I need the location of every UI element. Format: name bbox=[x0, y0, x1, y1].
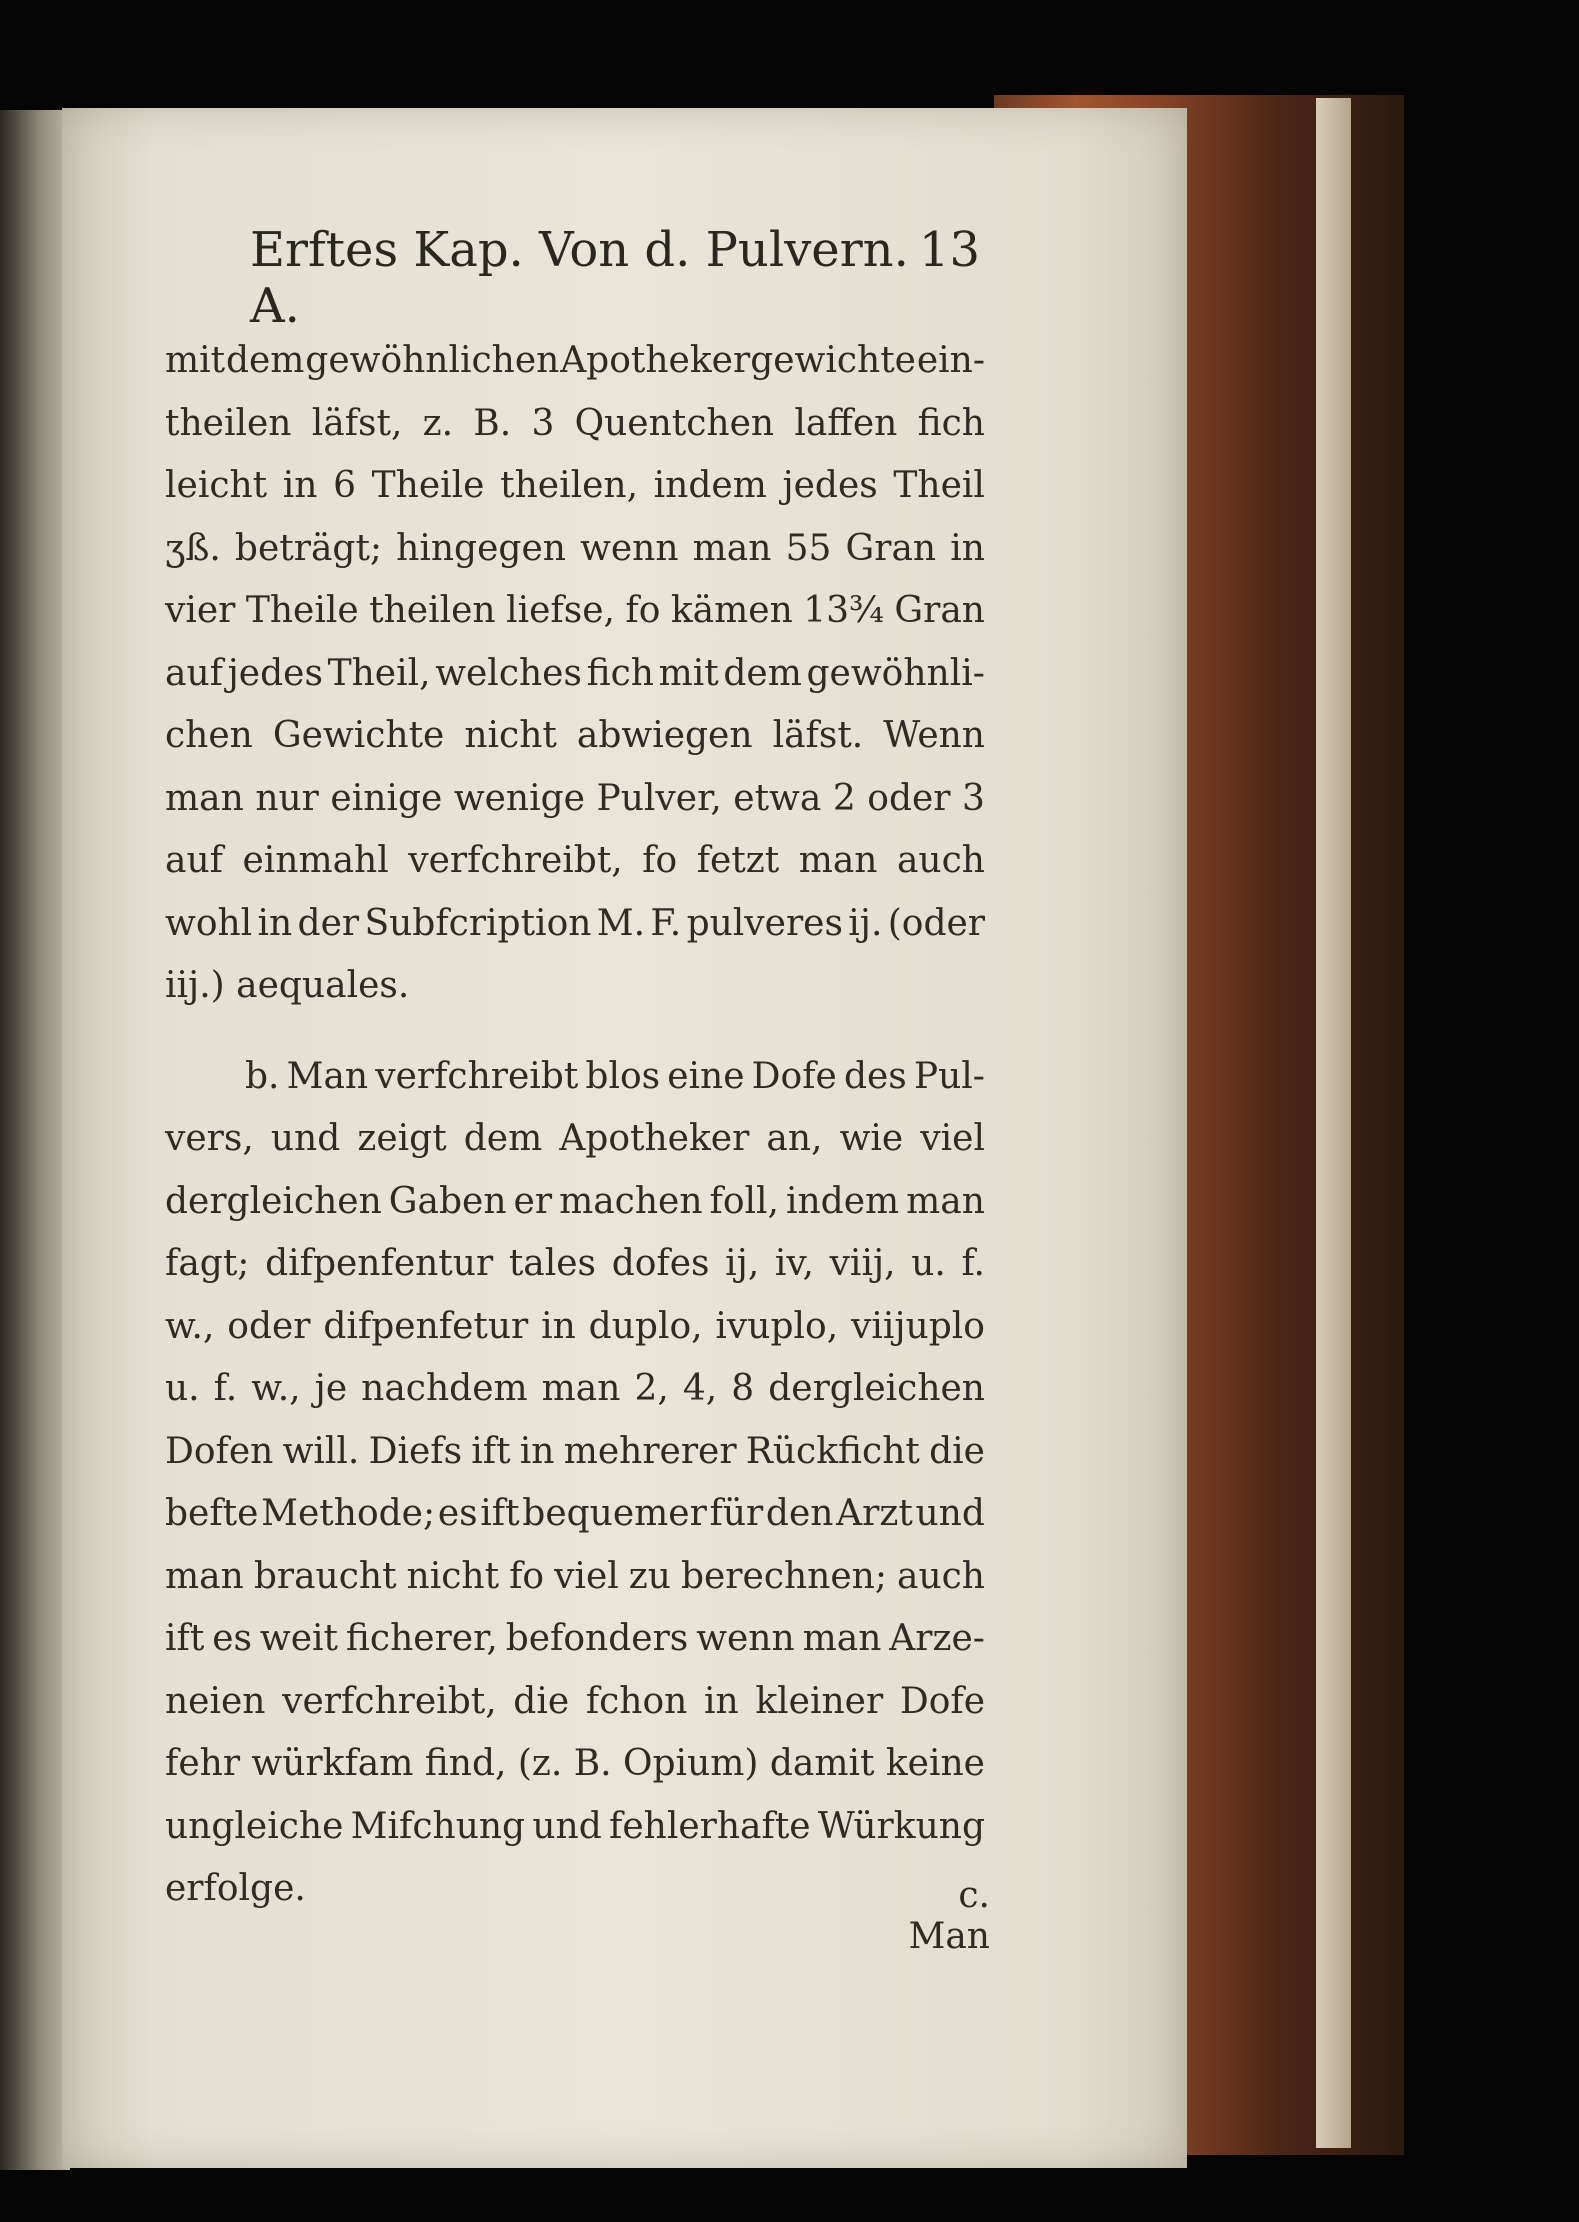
word: man bbox=[906, 1180, 985, 1222]
word: läfst, bbox=[311, 402, 403, 444]
word: (z. bbox=[517, 1743, 563, 1784]
word: jedes bbox=[227, 652, 323, 694]
word: ift bbox=[471, 1430, 511, 1472]
word: 8 bbox=[731, 1368, 755, 1409]
word: einmahl bbox=[242, 840, 389, 881]
word: fich bbox=[586, 652, 654, 694]
word: verfchreibt, bbox=[408, 840, 623, 881]
word: ficherer, bbox=[345, 1618, 498, 1659]
word: vier bbox=[165, 590, 236, 631]
text-line bbox=[165, 1608, 985, 1671]
word: theilen bbox=[369, 590, 496, 631]
word: etwa bbox=[733, 777, 822, 819]
word: Opium) bbox=[623, 1743, 759, 1784]
word: braucht bbox=[253, 1555, 397, 1597]
word: fehr bbox=[165, 1743, 241, 1784]
word: es bbox=[437, 1493, 478, 1534]
text-line bbox=[165, 1171, 985, 1234]
text-line bbox=[165, 1046, 985, 1109]
word: liefse, bbox=[506, 590, 615, 631]
word: Theile bbox=[371, 465, 485, 506]
word: ungleiche bbox=[165, 1805, 344, 1847]
word: dem bbox=[723, 652, 802, 694]
word: an, bbox=[766, 1118, 823, 1159]
word: welches bbox=[435, 652, 582, 694]
word: ʒß. bbox=[165, 527, 221, 569]
word: auch bbox=[896, 840, 985, 881]
word: theilen, bbox=[500, 465, 639, 506]
word: man bbox=[165, 1555, 244, 1597]
word: ift bbox=[480, 1493, 520, 1534]
word: indem bbox=[785, 1180, 900, 1222]
word: neien bbox=[165, 1680, 266, 1722]
word: laffen bbox=[794, 402, 898, 444]
word: Gaben bbox=[388, 1180, 507, 1222]
text-line bbox=[165, 518, 985, 581]
word: gewöhnlichen bbox=[305, 340, 560, 381]
word: Theil bbox=[893, 465, 985, 506]
word: Pulver, bbox=[596, 777, 722, 819]
word: viij, bbox=[829, 1243, 896, 1284]
word: F. bbox=[650, 902, 682, 944]
word: difpenfentur bbox=[265, 1243, 494, 1284]
left-page-edge bbox=[0, 110, 70, 2170]
word: M. bbox=[596, 902, 646, 944]
word: fagt; bbox=[165, 1243, 250, 1284]
word: B. bbox=[573, 1743, 612, 1784]
word: in bbox=[282, 465, 318, 506]
word: ij. bbox=[848, 902, 883, 944]
word: Apothekergewichte bbox=[560, 340, 916, 381]
text-line bbox=[165, 1421, 985, 1484]
text-line bbox=[165, 643, 985, 706]
word: für bbox=[709, 1493, 764, 1534]
text-line bbox=[165, 1296, 985, 1359]
word: und bbox=[270, 1118, 341, 1159]
word: 3 bbox=[531, 402, 555, 444]
word: find, bbox=[424, 1743, 507, 1784]
word: der bbox=[297, 902, 360, 944]
word: tales bbox=[508, 1243, 597, 1284]
word: die bbox=[513, 1680, 570, 1722]
word: in bbox=[703, 1680, 739, 1722]
word: fchon bbox=[585, 1680, 688, 1722]
word: dergleichen bbox=[165, 1180, 382, 1222]
word: z. bbox=[422, 402, 454, 444]
word: läfst. bbox=[772, 715, 864, 756]
word: 3 bbox=[962, 777, 985, 819]
word: mit bbox=[658, 652, 719, 694]
word: Diefs bbox=[368, 1430, 463, 1472]
page-number: 13 bbox=[918, 222, 980, 278]
word: foll, bbox=[709, 1180, 779, 1222]
word: viel bbox=[554, 1555, 619, 1597]
word: beträgt; bbox=[234, 527, 383, 569]
word: oder bbox=[227, 1305, 311, 1347]
word: Dofe bbox=[899, 1680, 985, 1722]
text-line bbox=[165, 1546, 985, 1609]
word: keine bbox=[885, 1743, 985, 1784]
catchword: c. Man bbox=[908, 1875, 990, 1957]
text-line bbox=[165, 830, 985, 893]
word: viijuplo bbox=[850, 1305, 985, 1347]
word: Gewichte bbox=[272, 715, 445, 756]
word: ivuplo, bbox=[715, 1305, 839, 1347]
word: man bbox=[541, 1368, 621, 1409]
word: man bbox=[692, 527, 772, 569]
word: man bbox=[798, 840, 878, 881]
word: u. bbox=[165, 1368, 200, 1409]
word: 55 bbox=[785, 527, 832, 569]
word: iv, bbox=[774, 1243, 814, 1284]
word: abwiegen bbox=[576, 715, 753, 756]
word: berechnen; bbox=[680, 1555, 887, 1597]
text-line bbox=[165, 1671, 985, 1734]
word: eine bbox=[667, 1055, 745, 1097]
text-line bbox=[165, 768, 985, 831]
word: es bbox=[212, 1618, 252, 1659]
word: b. bbox=[245, 1055, 280, 1097]
word: die bbox=[929, 1430, 985, 1472]
word: Gran bbox=[845, 527, 937, 569]
running-title: Erftes Kap. Von d. Pulvern. A. bbox=[250, 222, 909, 334]
word: Apotheker bbox=[559, 1118, 750, 1159]
word: dofes bbox=[611, 1243, 710, 1284]
word: nicht bbox=[464, 715, 557, 756]
word: befte bbox=[165, 1493, 259, 1534]
word: 6 bbox=[333, 465, 357, 506]
text-line bbox=[165, 393, 985, 456]
word: B. bbox=[473, 402, 512, 444]
word: Theile bbox=[245, 590, 359, 631]
word: in bbox=[541, 1305, 576, 1347]
word: auf bbox=[165, 652, 223, 694]
word: wenn bbox=[696, 1618, 795, 1659]
word: man bbox=[802, 1618, 882, 1659]
word: kämen bbox=[670, 590, 793, 631]
word: (oder bbox=[887, 902, 985, 944]
word: dergleichen bbox=[768, 1368, 985, 1409]
word: hingegen bbox=[396, 527, 566, 569]
word: indem bbox=[653, 465, 767, 506]
word: fo bbox=[509, 1555, 545, 1597]
word: kleiner bbox=[755, 1680, 884, 1722]
word: Pul- bbox=[913, 1055, 985, 1097]
word: w., bbox=[251, 1368, 301, 1409]
word: weit bbox=[259, 1618, 339, 1659]
word: wenn bbox=[580, 527, 679, 569]
word: w., bbox=[165, 1305, 215, 1347]
word: 2 bbox=[832, 777, 856, 819]
word: wohl bbox=[165, 902, 253, 944]
word: viel bbox=[920, 1118, 985, 1159]
word: Mifchung bbox=[350, 1805, 526, 1847]
word: Theil, bbox=[327, 652, 431, 694]
word: den bbox=[765, 1493, 834, 1534]
text-line bbox=[165, 1733, 985, 1796]
word: nachdem bbox=[361, 1368, 528, 1409]
word: difpenfetur bbox=[323, 1305, 529, 1347]
word: Dofe bbox=[751, 1055, 837, 1097]
word: dem bbox=[225, 340, 305, 381]
word: fo bbox=[642, 840, 678, 881]
word: dem bbox=[463, 1118, 543, 1159]
word: chen bbox=[165, 715, 253, 756]
word: theilen bbox=[165, 402, 292, 444]
word: würkfam bbox=[251, 1743, 414, 1784]
paragraph-gap bbox=[165, 1018, 985, 1046]
text-line bbox=[165, 705, 985, 768]
running-header bbox=[250, 222, 980, 334]
word: vers, bbox=[165, 1118, 254, 1159]
text-line bbox=[165, 1483, 985, 1546]
word: nur bbox=[255, 777, 319, 819]
word: auf bbox=[165, 840, 223, 881]
word: leicht bbox=[165, 465, 268, 506]
text-line bbox=[165, 1108, 985, 1171]
word: mehrerer bbox=[563, 1430, 737, 1472]
word: blos bbox=[585, 1055, 661, 1097]
word: oder bbox=[867, 777, 951, 819]
word: will. bbox=[282, 1430, 360, 1472]
word: Man bbox=[286, 1055, 369, 1097]
word: man bbox=[165, 777, 244, 819]
word: pulveres bbox=[686, 902, 843, 944]
word: einige bbox=[330, 777, 443, 819]
text-line bbox=[165, 1796, 985, 1859]
text-line bbox=[165, 1233, 985, 1296]
word: machen bbox=[559, 1180, 703, 1222]
word: fo bbox=[625, 590, 661, 631]
word: damit bbox=[769, 1743, 875, 1784]
word: Rückficht bbox=[745, 1430, 920, 1472]
word: er bbox=[513, 1180, 553, 1222]
word: zu bbox=[628, 1555, 671, 1597]
text-line bbox=[165, 580, 985, 643]
word: Methode; bbox=[261, 1493, 436, 1534]
word: gewöhnli- bbox=[806, 652, 985, 694]
word: duplo, bbox=[588, 1305, 703, 1347]
word: und bbox=[915, 1493, 985, 1534]
word: ij, bbox=[725, 1243, 760, 1284]
text-line bbox=[165, 893, 985, 956]
word: bequemer bbox=[522, 1493, 707, 1534]
text-line bbox=[165, 330, 985, 393]
text-line: erfolge. bbox=[165, 1868, 306, 1909]
word: je bbox=[314, 1368, 348, 1409]
word: Arze- bbox=[889, 1618, 985, 1659]
word: f. bbox=[213, 1368, 238, 1409]
word: zeigt bbox=[357, 1118, 447, 1159]
word: verfchreibt bbox=[375, 1055, 579, 1097]
word: 2, bbox=[634, 1368, 669, 1409]
word: in bbox=[257, 902, 293, 944]
word: wenige bbox=[453, 777, 585, 819]
word: Würkung bbox=[817, 1805, 985, 1847]
word: Dofen bbox=[165, 1430, 274, 1472]
word: Quentchen bbox=[574, 402, 775, 444]
word: fetzt bbox=[696, 840, 780, 881]
word: befonders bbox=[505, 1618, 689, 1659]
word: f. bbox=[961, 1243, 985, 1284]
word: jedes bbox=[782, 465, 878, 506]
word: mit bbox=[165, 340, 226, 381]
text-line: iij.) aequales. bbox=[165, 965, 410, 1006]
word: wie bbox=[839, 1118, 904, 1159]
word: u. bbox=[911, 1243, 946, 1284]
word: des bbox=[843, 1055, 907, 1097]
word: fehlerhafte bbox=[609, 1805, 811, 1847]
word: und bbox=[532, 1805, 602, 1847]
word: ift bbox=[165, 1618, 205, 1659]
text-line bbox=[165, 1358, 985, 1421]
word: auch bbox=[896, 1555, 985, 1597]
word: in bbox=[519, 1430, 555, 1472]
word: nicht bbox=[406, 1555, 500, 1597]
word: Gran bbox=[894, 590, 985, 631]
word: Wenn bbox=[883, 715, 985, 756]
page-block-edge bbox=[1316, 98, 1351, 2148]
body-text bbox=[165, 330, 985, 1921]
word: Arzt bbox=[836, 1493, 913, 1534]
word: 4, bbox=[682, 1368, 718, 1409]
word: fich bbox=[917, 402, 985, 444]
word: verfchreibt, bbox=[282, 1680, 497, 1722]
text-line bbox=[165, 455, 985, 518]
word: Subfcription bbox=[364, 902, 592, 944]
word: ein- bbox=[916, 340, 985, 381]
word: in bbox=[950, 527, 985, 569]
word: 13¾ bbox=[803, 590, 884, 631]
